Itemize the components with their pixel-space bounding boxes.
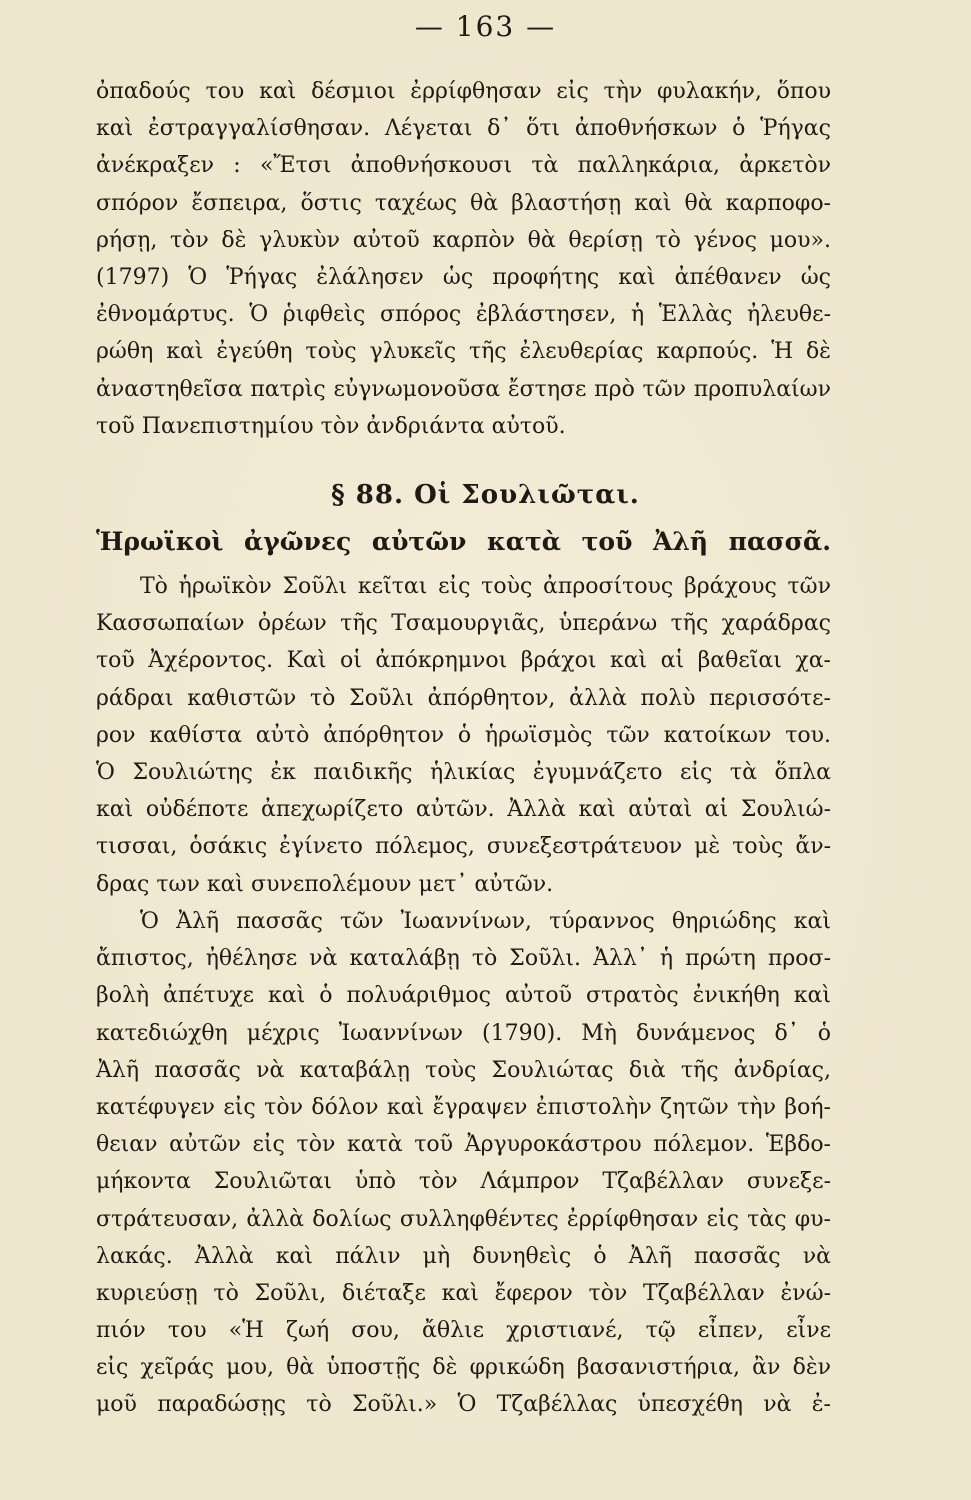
text-line: βολὴ ἀπέτυχε καὶ ὁ πολυάριθμος αὐτοῦ στρατὸς ἐνικήθη καὶ	[96, 983, 831, 1009]
text-line: κυριεύσῃ τὸ Σοῦλι, διέταξε καὶ ἔφερον τὸν Τζαβέλλαν ἐνώ-	[96, 1280, 831, 1306]
text-line: Ὁ Ἀλῆ πασσᾶς τῶν Ἰωαννίνων, τύραννος θηριώδης καὶ	[140, 909, 831, 934]
text-line: ρήσῃ, τὸν δὲ γλυκὺν αὐτοῦ καρπὸν θὰ θερίσῃ τὸ γένος μου».	[96, 227, 831, 253]
text-line: Ἀλῆ πασσᾶς νὰ καταβάλῃ τοὺς Σουλιώτας διὰ τῆς ἀνδρίας,	[96, 1057, 831, 1083]
text-line: μοῦ παραδώσῃς τὸ Σοῦλι.» Ὁ Τζαβέλλας ὑπεσχέθη νὰ ἐ-	[96, 1392, 831, 1418]
text-line: λακάς. Ἀλλὰ καὶ πάλιν μὴ δυνηθεὶς ὁ Ἀλῆ πασσᾶς νὰ	[96, 1243, 831, 1269]
text-line: ἐθνομάρτυς. Ὁ ῥιφθεὶς σπόρος ἐβλάστησεν, ἡ Ἑλλὰς ἠλευθε-	[96, 302, 831, 328]
text-line: καὶ ἐστραγγαλίσθησαν. Λέγεται δ᾽ ὅτι ἀποθνήσκων ὁ Ῥήγας	[96, 116, 831, 142]
text-line: Ὁ Σουλιώτης ἐκ παιδικῆς ἡλικίας ἐγυμνάζετο εἰς τὰ ὅπλα	[96, 759, 831, 785]
page-number: — 163 —	[414, 10, 557, 43]
text-line: δρας των καὶ συνεπολέμουν μετ᾽ αὐτῶν.	[96, 871, 554, 897]
text-line: στράτευσαν, ἀλλὰ δολίως συλληφθέντες ἐρρίφθησαν εἰς τὰς φυ-	[96, 1206, 831, 1232]
paragraph-rigas	[96, 73, 831, 445]
text-line: εἰς χεῖράς μου, θὰ ὑποστῇς δὲ φρικώδη βασανιστήρια, ἂν δὲν	[96, 1355, 831, 1381]
text-line: ἀναστηθεῖσα πατρὶς εὐγνωμονοῦσα ἔστησε πρὸ τῶν προπυλαίων	[96, 376, 831, 402]
text-line: κατεδιώχθη μέχρις Ἰωαννίνων (1790). Μὴ δυνάμενος δ᾽ ὁ	[96, 1020, 831, 1046]
paragraph-souli	[96, 568, 831, 903]
text-line: ἀνέκραξεν : «Ἔτσι ἀποθνήσκουσι τὰ παλληκάρια, ἀρκετὸν	[96, 153, 831, 179]
text-line: τοῦ Ἀχέροντος. Καὶ οἱ ἀπόκρημνοι βράχοι καὶ αἱ βαθεῖαι χα-	[96, 648, 831, 674]
text-line: θειαν αὐτῶν εἰς τὸν κατὰ τοῦ Ἀργυροκάστρου πόλεμον. Ἑβδο-	[96, 1132, 831, 1158]
text-line: ἄπιστος, ἠθέλησε νὰ καταλάβῃ τὸ Σοῦλι. Ἀλλ᾽ ἡ πρώτη προσ-	[96, 946, 831, 972]
text-line: καὶ οὐδέποτε ἀπεχωρίζετο αὐτῶν. Ἀλλὰ καὶ αὐταὶ αἱ Σουλιώ-	[96, 797, 831, 823]
text-line: τισσαι, ὁσάκις ἐγίνετο πόλεμος, συνεξεστράτευον μὲ τοὺς ἄν-	[96, 834, 831, 860]
text-line: σπόρον ἔσπειρα, ὅστις ταχέως θὰ βλαστήσῃ καὶ θὰ καρποφο-	[96, 190, 831, 216]
text-line: τοῦ Πανεπιστημίου τὸν ἀνδριάντα αὐτοῦ.	[96, 413, 566, 439]
text-line: μήκοντα Σουλιῶται ὑπὸ τὸν Λάμπρον Τζαβέλλαν συνεξε-	[96, 1169, 831, 1195]
text-line: πιόν του «Ἡ ζωή σου, ἄθλιε χριστιανέ, τῷ εἶπεν, εἶνε	[96, 1318, 831, 1344]
text-line: (1797) Ὁ Ῥήγας ἐλάλησεν ὡς προφήτης καὶ ἀπέθανεν ὡς	[96, 264, 831, 290]
section-heading: § 88. Οἱ Σουλιῶται.	[331, 480, 640, 510]
text-line: ράδραι καθιστῶν τὸ Σοῦλι ἀπόρθητον, ἀλλὰ πολὺ περισσότε-	[96, 685, 831, 711]
text-line: ρώθη καὶ ἐγεύθη τοὺς γλυκεῖς τῆς ἐλευθερίας καρπούς. Ἡ δὲ	[96, 339, 831, 365]
text-line: Κασσωπαίων ὀρέων τῆς Τσαμουργιᾶς, ὑπεράνω τῆς χαράδρας	[96, 611, 831, 637]
text-line: κατέφυγεν εἰς τὸν δόλον καὶ ἔγραψεν ἐπιστολὴν ζητῶν τὴν βοή-	[96, 1094, 831, 1120]
text-line: ὀπαδούς του καὶ δέσμιοι ἐρρίφθησαν εἰς τὴν φυλακήν, ὅπου	[96, 79, 831, 104]
text-line: ρον καθίστα αὐτὸ ἀπόρθητον ὁ ἡρωϊσμὸς τῶν κατοίκων του.	[96, 722, 831, 748]
paragraph-ali-pasha	[96, 903, 831, 1424]
text-line: Τὸ ἡρωϊκὸν Σοῦλι κεῖται εἰς τοὺς ἀπροσίτους βράχους τῶν	[140, 574, 831, 599]
section-subheading: Ἡρωϊκοὶ ἀγῶνες αὐτῶν κατὰ τοῦ Ἀλῆ πασσᾶ.	[96, 527, 831, 556]
